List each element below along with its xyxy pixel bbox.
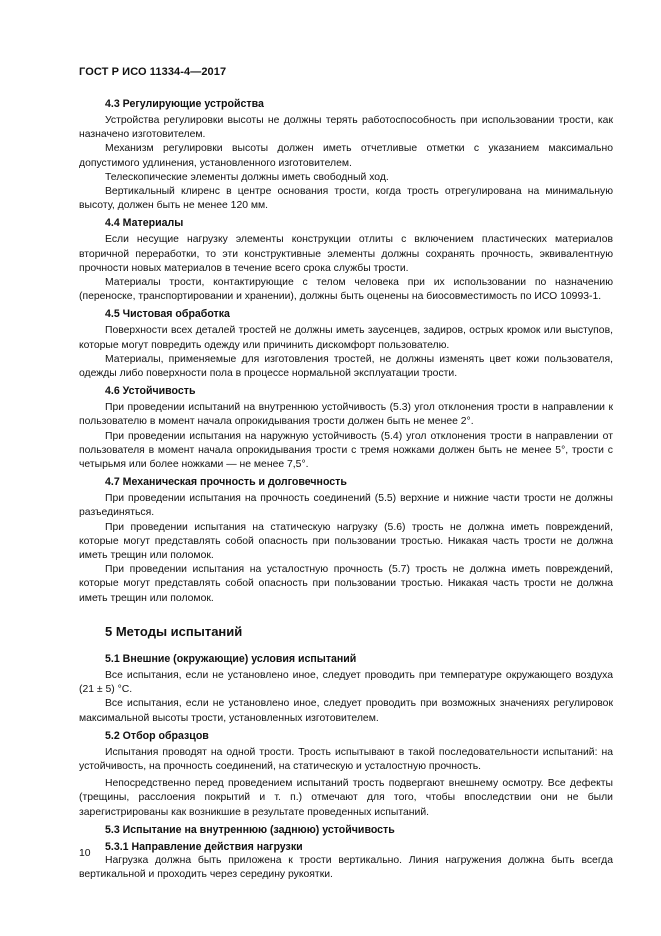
section-heading-4-3: 4.3 Регулирующие устройства xyxy=(105,98,264,110)
paragraph: Все испытания, если не установлено иное, следует проводить при возможных значениях регулировок максимальной высоты трости, установленных изготовителем. xyxy=(79,698,613,724)
section-heading-4-4: 4.4 Материалы xyxy=(105,217,184,230)
paragraph: Устройства регулировки высоты не должны терять работоспособность при использовании трости, как назначено изготовителем. xyxy=(79,115,613,141)
paragraph: При проведении испытаний на внутреннюю устойчивость (5.3) угол отклонения трости в направлении к пользователю в момент начала опрокидывания трости должен быть не менее 2°. xyxy=(79,402,613,428)
paragraph: Испытания проводят на одной трости. Трость испытывают в такой последовательности испытаний: на устойчивость, на прочность соединений, на статическую и усталостную прочность. xyxy=(79,746,613,772)
paragraph: Если несущие нагрузку элементы конструкции отлиты с включением пластических материалов вторичной переработки, то эти конструктивные элементы должны сохранять прочность, эквивалентную прочности новых материалов в течение всего срока службы трости. xyxy=(79,234,613,274)
paragraph: Вертикальный клиренс в центре основания трости, когда трость отрегулирована на минимальную высоту, должен быть не менее 120 мм. xyxy=(79,186,613,212)
paragraph: Материалы трости, контактирующие с телом человека при их использовании по назначению (переноске, транспортировании и хранении), должны быть оценены на биосовместимость по ИСО 10993-1. xyxy=(79,277,613,303)
section-heading-4-5: 4.5 Чистовая обработка xyxy=(105,308,230,321)
document-header: ГОСТ Р ИСО 11334-4—2017 xyxy=(79,66,227,78)
paragraph: Механизм регулировки высоты должен иметь отчетливые отметки с указанием максимально допустимого удлинения, установленного изготовителем. xyxy=(79,143,613,169)
page-number: 10 xyxy=(79,848,91,859)
paragraph: Непосредственно перед проведением испытаний трость подвергают внешнему осмотру. Все дефекты (трещины, расслоения покрытий и т. п.) отмечают для того, чтобы впоследствии они не были зарегистрированы как возникшие в результате проведенных испытаний. xyxy=(79,778,613,818)
section-heading-5-1: 5.1 Внешние (окружающие) условия испытаний xyxy=(105,652,357,665)
section-heading-5-3: 5.3 Испытание на внутреннюю (заднюю) устойчивость xyxy=(105,823,395,836)
paragraph: При проведении испытания на статическую нагрузку (5.6) трость не должна иметь повреждений, которые могут представлять собой опасность при пользовании тростью. Никакая часть трости не должна иметь трещин или поломок. xyxy=(79,521,613,562)
paragraph: При проведении испытания на прочность соединений (5.5) верхние и нижние части трости не должны разъединяться. xyxy=(79,493,613,519)
paragraph: Материалы, применяемые для изготовления тростей, не должны изменять цвет кожи пользователя, одежды либо поверхности пола в процессе нормальной эксплуатации трости. xyxy=(79,353,613,380)
paragraph: При проведении испытания на наружную устойчивость (5.4) угол отклонения трости в направлении от пользователя в момент начала опрокидывания трости с тремя ножками должен быть не менее 5°, трости с четырьмя или более ножками — не менее 7,5°. xyxy=(79,430,613,471)
paragraph: При проведении испытания на усталостную прочность (5.7) трость не должна иметь повреждений, которые могут представлять собой опасность при пользовании тростью. Никакая часть трости не должна иметь трещин или поломок. xyxy=(79,564,613,604)
paragraph: Поверхности всех деталей тростей не должны иметь заусенцев, задиров, острых кромок или выступов, которые могут повредить одежду или причинить дискомфорт пользователю. xyxy=(79,325,613,351)
section-heading-5: 5 Методы испытаний xyxy=(105,623,243,639)
paragraph: Нагрузка должна быть приложена к трости вертикально. Линия нагружения должна быть всегда вертикальной и проходить через середину рукоятки. xyxy=(79,854,613,880)
paragraph: Телескопические элементы должны иметь свободный ход. xyxy=(105,171,389,183)
document-body xyxy=(79,97,613,882)
section-heading-5-3-1: 5.3.1 Направление действия нагрузки xyxy=(105,840,303,853)
section-heading-4-7: 4.7 Механическая прочность и долговечность xyxy=(105,476,347,489)
paragraph: Все испытания, если не установлено иное, следует проводить при температуре окружающего воздуха (21 ± 5) °С. xyxy=(79,669,613,696)
section-heading-4-6: 4.6 Устойчивость xyxy=(105,385,196,398)
section-heading-5-2: 5.2 Отбор образцов xyxy=(105,729,209,742)
